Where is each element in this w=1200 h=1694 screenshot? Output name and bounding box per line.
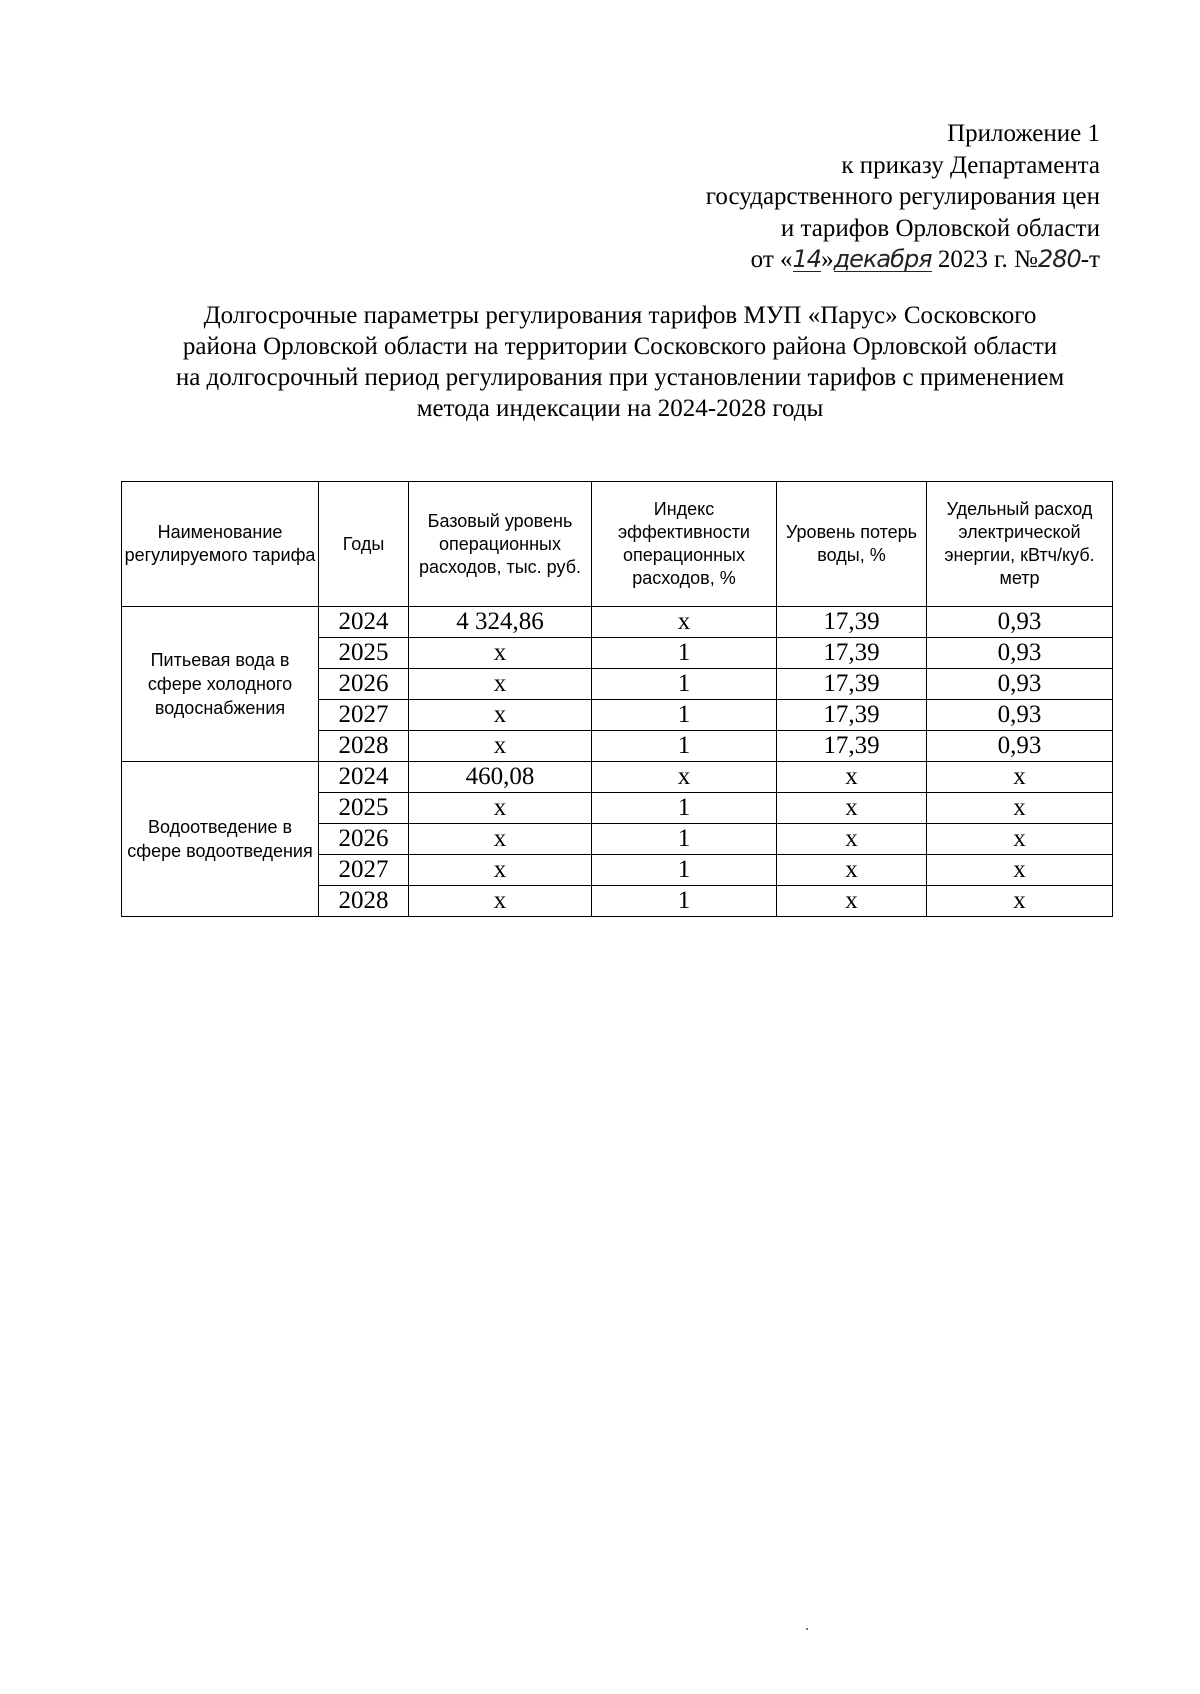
group-name-cell: Водоотведение в сфере водоотведения <box>122 762 319 917</box>
title-line: района Орловской области на территории Сосковского района Орловской области <box>182 333 1058 360</box>
water-loss-cell: 17,39 <box>777 669 927 700</box>
order-suffix: -т <box>1080 246 1100 273</box>
efficiency-index-cell: 1 <box>592 886 777 917</box>
water-loss-cell: 17,39 <box>777 731 927 762</box>
water-loss-cell: х <box>777 793 927 824</box>
efficiency-index-cell: х <box>592 607 777 638</box>
year-cell: 2026 <box>319 824 409 855</box>
energy-use-cell: 0,93 <box>927 731 1113 762</box>
order-date-line <box>580 244 1100 276</box>
year-cell: 2024 <box>319 762 409 793</box>
header-efficiency-index: Индекс эффективности операционных расходов, % <box>592 482 777 607</box>
base-opex-cell: х <box>409 824 592 855</box>
tariff-parameters-table <box>121 481 1113 917</box>
efficiency-index-cell: 1 <box>592 793 777 824</box>
document-title <box>130 300 1110 424</box>
efficiency-index-cell: 1 <box>592 638 777 669</box>
base-opex-cell: х <box>409 855 592 886</box>
header-water-loss: Уровень потерь воды, % <box>777 482 927 607</box>
base-opex-cell: х <box>409 793 592 824</box>
header-energy-use: Удельный расход электрической энергии, кВтч/куб. метр <box>927 482 1113 607</box>
year-cell: 2024 <box>319 607 409 638</box>
header-tariff-name: Наименование регулируемого тарифа <box>122 482 319 607</box>
header-base-opex: Базовый уровень операционных расходов, тыс. руб. <box>409 482 592 607</box>
base-opex-cell: 460,08 <box>409 762 592 793</box>
group-name-cell: Питьевая вода в сфере холодного водоснабжения <box>122 607 319 762</box>
header-years: Годы <box>319 482 409 607</box>
efficiency-index-cell: х <box>592 762 777 793</box>
date-prefix: от « <box>750 246 793 273</box>
water-loss-cell: 17,39 <box>777 607 927 638</box>
water-loss-cell: х <box>777 855 927 886</box>
efficiency-index-cell: 1 <box>592 731 777 762</box>
efficiency-index-cell: 1 <box>592 700 777 731</box>
energy-use-cell: х <box>927 762 1113 793</box>
year-cell: 2028 <box>319 731 409 762</box>
year-cell: 2027 <box>319 700 409 731</box>
year-cell: 2027 <box>319 855 409 886</box>
year-cell: 2025 <box>319 793 409 824</box>
water-loss-cell: х <box>777 886 927 917</box>
efficiency-index-cell: 1 <box>592 824 777 855</box>
department-name-cont: и тарифов Орловской области <box>780 214 1100 242</box>
year-cell: 2025 <box>319 638 409 669</box>
water-loss-cell: х <box>777 824 927 855</box>
base-opex-cell: х <box>409 638 592 669</box>
base-opex-cell: х <box>409 731 592 762</box>
title-line: метода индексации на 2024-2028 годы <box>416 395 824 422</box>
energy-use-cell: 0,93 <box>927 700 1113 731</box>
water-loss-cell: 17,39 <box>777 700 927 731</box>
energy-use-cell: х <box>927 793 1113 824</box>
energy-use-cell: х <box>927 886 1113 917</box>
base-opex-cell: х <box>409 886 592 917</box>
efficiency-index-cell: 1 <box>592 669 777 700</box>
department-name: государственного регулирования цен <box>705 183 1100 210</box>
base-opex-cell: х <box>409 669 592 700</box>
energy-use-cell: 0,93 <box>927 638 1113 669</box>
date-mid: » <box>821 246 834 273</box>
appendix-heading <box>580 118 1100 276</box>
handwritten-day: 14 <box>792 245 822 273</box>
water-loss-cell: х <box>777 762 927 793</box>
table-row <box>122 607 1113 638</box>
energy-use-cell: 0,93 <box>927 669 1113 700</box>
water-loss-cell: 17,39 <box>777 638 927 669</box>
title-line: Долгосрочные параметры регулирования тарифов МУП «Парус» Сосковского <box>203 302 1037 329</box>
scan-artifact <box>806 1628 808 1630</box>
base-opex-cell: 4 324,86 <box>409 607 592 638</box>
base-opex-cell: х <box>409 700 592 731</box>
order-reference: к приказу Департамента <box>841 151 1100 179</box>
appendix-label: Приложение 1 <box>947 120 1100 147</box>
efficiency-index-cell: 1 <box>592 855 777 886</box>
table-row <box>122 762 1113 793</box>
date-year: 2023 г. № <box>937 246 1038 273</box>
title-line: на долгосрочный период регулирования при установлении тарифов с применением <box>175 364 1065 391</box>
table-header-row <box>122 482 1113 607</box>
handwritten-order-number: 280 <box>1037 245 1081 273</box>
energy-use-cell: 0,93 <box>927 607 1113 638</box>
year-cell: 2026 <box>319 669 409 700</box>
energy-use-cell: х <box>927 824 1113 855</box>
year-cell: 2028 <box>319 886 409 917</box>
handwritten-month: декабря <box>833 245 932 273</box>
energy-use-cell: х <box>927 855 1113 886</box>
